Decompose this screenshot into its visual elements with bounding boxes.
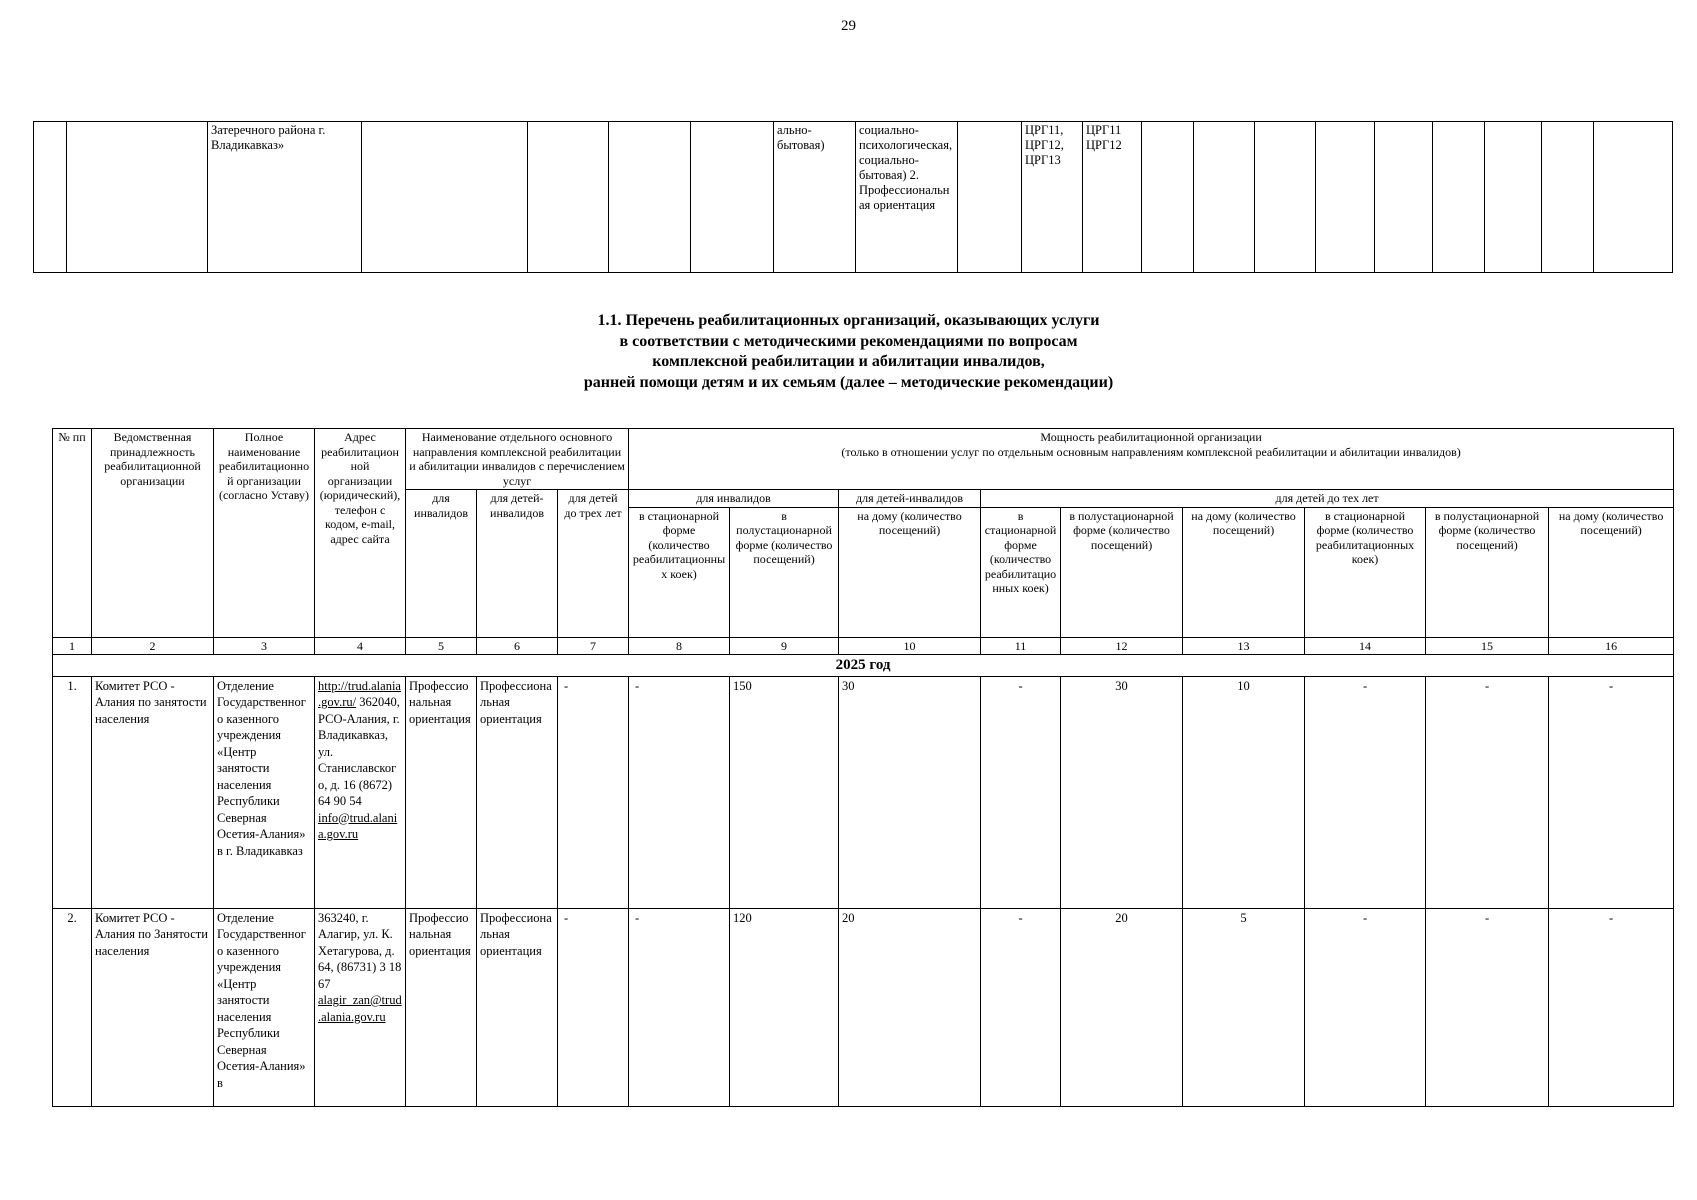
- header-col8: в стационарной форме (количество реабилитационных коек): [629, 507, 730, 637]
- full-name-cell: Отделение Государственного казенного учреждения «Центр занятости населения Республики Северная Осетия-Алания» в г. Владикавказ: [214, 676, 315, 908]
- col15-cell: -: [1426, 676, 1549, 908]
- col10-cell: 20: [839, 908, 981, 1106]
- site-link[interactable]: http://trud.alania.gov.ru/: [318, 678, 401, 709]
- header-dir-disabled: для инвалидов: [406, 490, 477, 638]
- groups-cell-a: ЦРГ11, ЦРГ12, ЦРГ13: [1022, 122, 1083, 273]
- row-number: 1.: [53, 676, 92, 908]
- email-link[interactable]: alagir_zan@trud.alania.gov.ru: [318, 993, 402, 1024]
- address-cell: [315, 908, 406, 1106]
- column-number: 8: [629, 637, 730, 654]
- heading-line: в соответствии с методическими рекомендациями по вопросам: [619, 332, 1078, 350]
- header-direction-group: Наименование отдельного основного направления комплексной реабилитации и абилитации инвалидов с перечислением услуг: [406, 429, 629, 490]
- heading-line: комплексной реабилитации и абилитации инвалидов,: [652, 353, 1045, 370]
- header-address: Адрес реабилитационной организации (юридический), телефон с кодом, e-mail, адрес сайта: [315, 429, 406, 638]
- header-cap-children: для детей-инвалидов: [839, 490, 981, 508]
- header-col12: в полустационарной форме (количество посещений): [1061, 507, 1183, 637]
- email-link[interactable]: info@trud.alania.gov.ru: [318, 810, 398, 841]
- column-number: 7: [558, 637, 629, 654]
- capacity-note: (только в отношении услуг по отдельным основным направлениям комплексной реабилитации и абилитации инвалидов): [841, 444, 1461, 459]
- heading-line: ранней помощи детям и их семьям (далее – методические рекомендации): [583, 373, 1114, 391]
- col16-cell: -: [1549, 908, 1674, 1106]
- address-cell: [315, 676, 406, 908]
- col12-cell: 30: [1061, 676, 1183, 908]
- row-number: 2.: [53, 908, 92, 1106]
- header-col10: на дому (количество посещений): [839, 507, 981, 637]
- column-number: 11: [981, 637, 1061, 654]
- header-row: [53, 429, 1674, 490]
- col13-cell: 5: [1183, 908, 1305, 1106]
- column-number: 1: [53, 637, 92, 654]
- address-text: 362040, РСО-Алания, г. Владикавказ, ул. Станиславского, д. 16 (8672) 64 90 54: [318, 695, 400, 808]
- heading-line: 1.1. Перечень реабилитационных организаций, оказывающих услуги: [597, 312, 1100, 329]
- affiliation-cell: Комитет РСО - Алания по Занятости населения: [92, 908, 214, 1106]
- header-col14: в стационарной форме (количество реабилитационных коек): [1305, 507, 1426, 637]
- header-col9: в полустационарной форме (количество посещений): [730, 507, 839, 637]
- direction-children-cell: Профессиональная ориентация: [477, 908, 558, 1106]
- capacity-title: Мощность реабилитационной организации: [1040, 430, 1262, 444]
- rehabilitation-organizations-table: [52, 428, 1674, 1107]
- column-number: 15: [1426, 637, 1549, 654]
- col14-cell: -: [1305, 676, 1426, 908]
- col9-cell: 120: [730, 908, 839, 1106]
- col11-cell: -: [981, 908, 1061, 1106]
- affiliation-cell: Комитет РСО - Алания по занятости населения: [92, 676, 214, 908]
- direction-disabled-cell: Профессиональная ориентация: [406, 676, 477, 908]
- column-number: 2: [92, 637, 214, 654]
- column-number: 16: [1549, 637, 1674, 654]
- table-row: [53, 676, 1674, 908]
- groups-cell-b: ЦРГ11 ЦРГ12: [1083, 122, 1142, 273]
- column-number: 5: [406, 637, 477, 654]
- header-dir-under3: для детей до трех лет: [558, 490, 629, 638]
- header-full-name: Полное наименование реабилитационной организации (согласно Уставу): [214, 429, 315, 638]
- header-num: № пп: [53, 429, 92, 638]
- col9-cell: 150: [730, 676, 839, 908]
- column-number: 6: [477, 637, 558, 654]
- column-number: 4: [315, 637, 406, 654]
- year-row: [53, 654, 1674, 676]
- full-name-cell: Отделение Государственного казенного учреждения «Центр занятости населения Республики Северная Осетия-Алания» в: [214, 908, 315, 1106]
- direction-children-cell: Профессиональная ориентация: [477, 676, 558, 908]
- col12-cell: 20: [1061, 908, 1183, 1106]
- address-text: 363240, г. Алагир, ул. К. Хетагурова, д. 64, (86731) 3 18 67: [318, 910, 402, 991]
- section-heading: [0, 311, 1697, 393]
- table-row: [34, 122, 1673, 273]
- table-row: [53, 908, 1674, 1106]
- header-affiliation: Ведомственная принадлежность реабилитационной организации: [92, 429, 214, 638]
- services-cell: социально-психологическая, социально-бытовая) 2. Профессиональная ориентация: [856, 122, 958, 273]
- direction-disabled-cell: Профессиональная ориентация: [406, 908, 477, 1106]
- direction-under3-cell: -: [558, 676, 629, 908]
- column-number: 14: [1305, 637, 1426, 654]
- column-number-row: [53, 637, 1674, 654]
- header-capacity-group: [629, 429, 1674, 490]
- col16-cell: -: [1549, 676, 1674, 908]
- header-dir-children: для детей-инвалидов: [477, 490, 558, 638]
- direction-under3-cell: -: [558, 908, 629, 1106]
- column-number: 10: [839, 637, 981, 654]
- previous-table-continuation: [33, 121, 1673, 273]
- header-cap-disabled: для инвалидов: [629, 490, 839, 508]
- column-number: 3: [214, 637, 315, 654]
- col13-cell: 10: [1183, 676, 1305, 908]
- col8-cell: -: [629, 676, 730, 908]
- direction-cell: ально-бытовая): [774, 122, 856, 273]
- header-col16: на дому (количество посещений): [1549, 507, 1674, 637]
- col11-cell: -: [981, 676, 1061, 908]
- org-name-cell: Затеречного района г. Владикавказ»: [208, 122, 362, 273]
- year-label: 2025 год: [53, 654, 1674, 676]
- column-number: 9: [730, 637, 839, 654]
- col15-cell: -: [1426, 908, 1549, 1106]
- header-col15: в полустационарной форме (количество посещений): [1426, 507, 1549, 637]
- col8-cell: -: [629, 908, 730, 1106]
- column-number: 13: [1183, 637, 1305, 654]
- page-number: 29: [841, 18, 856, 34]
- header-col11: в стационарной форме (количество реабилитационных коек): [981, 507, 1061, 637]
- column-number: 12: [1061, 637, 1183, 654]
- header-col13: на дому (количество посещений): [1183, 507, 1305, 637]
- col10-cell: 30: [839, 676, 981, 908]
- col14-cell: -: [1305, 908, 1426, 1106]
- header-cap-under3: для детей до тех лет: [981, 490, 1674, 508]
